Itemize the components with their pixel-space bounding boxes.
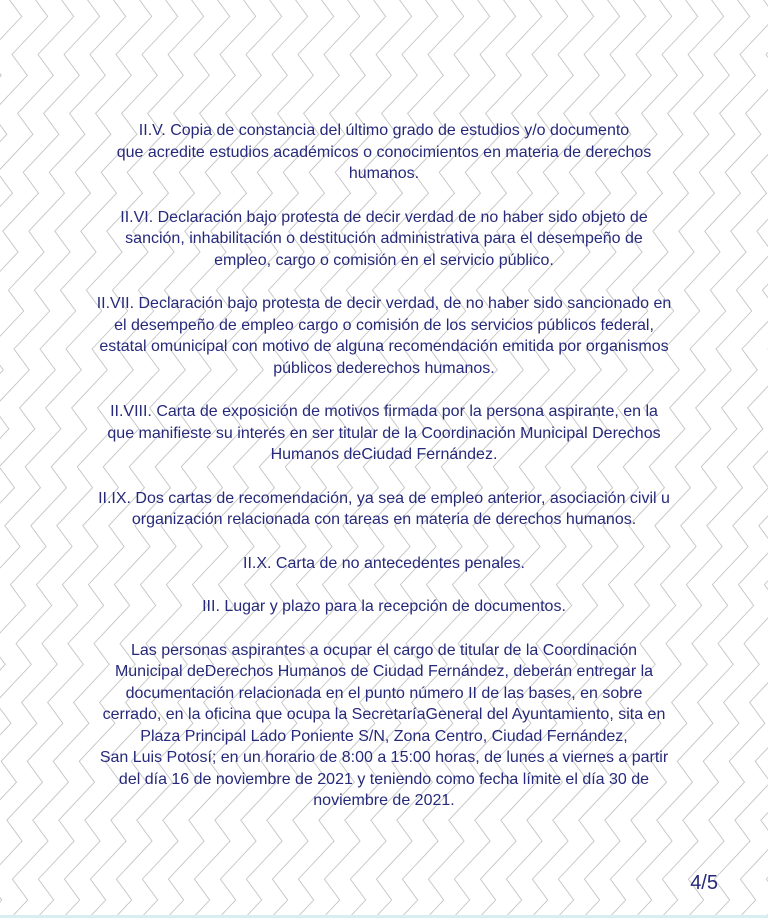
paragraph-iii-body: Las personas aspirantes a ocupar el cargo de titular de la Coordinación Municipal deDerechos Humanos de Ciudad Fernández, deberán entregar la documentación relacionada en el punto número II de las bases, en sobre cerrado, en la oficina que ocupa la SecretaríaGeneral del Ayuntamiento, sita en Plaza Principal Lado Poniente S/N, Zona Centro, Ciudad Fernández, San Luis Potosí; en un horario de 8:00 a 15:00 horas, de lunes a viernes a partir del día 16 de noviembre de 2021 y teniendo como fecha límite el día 30 de noviembre de 2021. xyxy=(99,641,669,809)
page-number: 4/5 xyxy=(690,872,718,894)
paragraph-ii-v: II.V. Copia de constancia del último grado de estudios y/o documento que acredite estudios académicos o conocimientos en materia de derechos humanos. xyxy=(116,122,652,182)
paragraph-ii-viii: II.VIII. Carta de exposición de motivos firmada por la persona aspirante, en la que manifieste su interés en ser titular de la Coordinación Municipal Derechos Humanos deCiudad Fernández. xyxy=(107,403,661,463)
document-body xyxy=(40,120,728,834)
paragraph-ii-vii: II.VII. Declaración bajo protesta de decir verdad, de no haber sido sancionado en el desempeño de empleo cargo o comisión de los servicios públicos federal, estatal omunicipal con motivo de alguna recomendación emitida por organismos públicos dederechos humanos. xyxy=(96,295,672,377)
heading-iii: III. Lugar y plazo para la recepción de documentos. xyxy=(202,598,566,615)
paragraph-ii-x: II.X. Carta de no antecedentes penales. xyxy=(243,554,525,572)
paragraph-ii-ix: II.IX. Dos cartas de recomendación, ya sea de empleo anterior, asociación civil u organización relacionada con tareas en materia de derechos humanos. xyxy=(98,489,670,528)
paragraph-ii-vi: II.VI. Declaración bajo protesta de decir verdad de no haber sido objeto de sanción, inhabilitación o destitución administrativa para el desempeño de empleo, cargo o comisión en el servicio público. xyxy=(120,208,648,269)
